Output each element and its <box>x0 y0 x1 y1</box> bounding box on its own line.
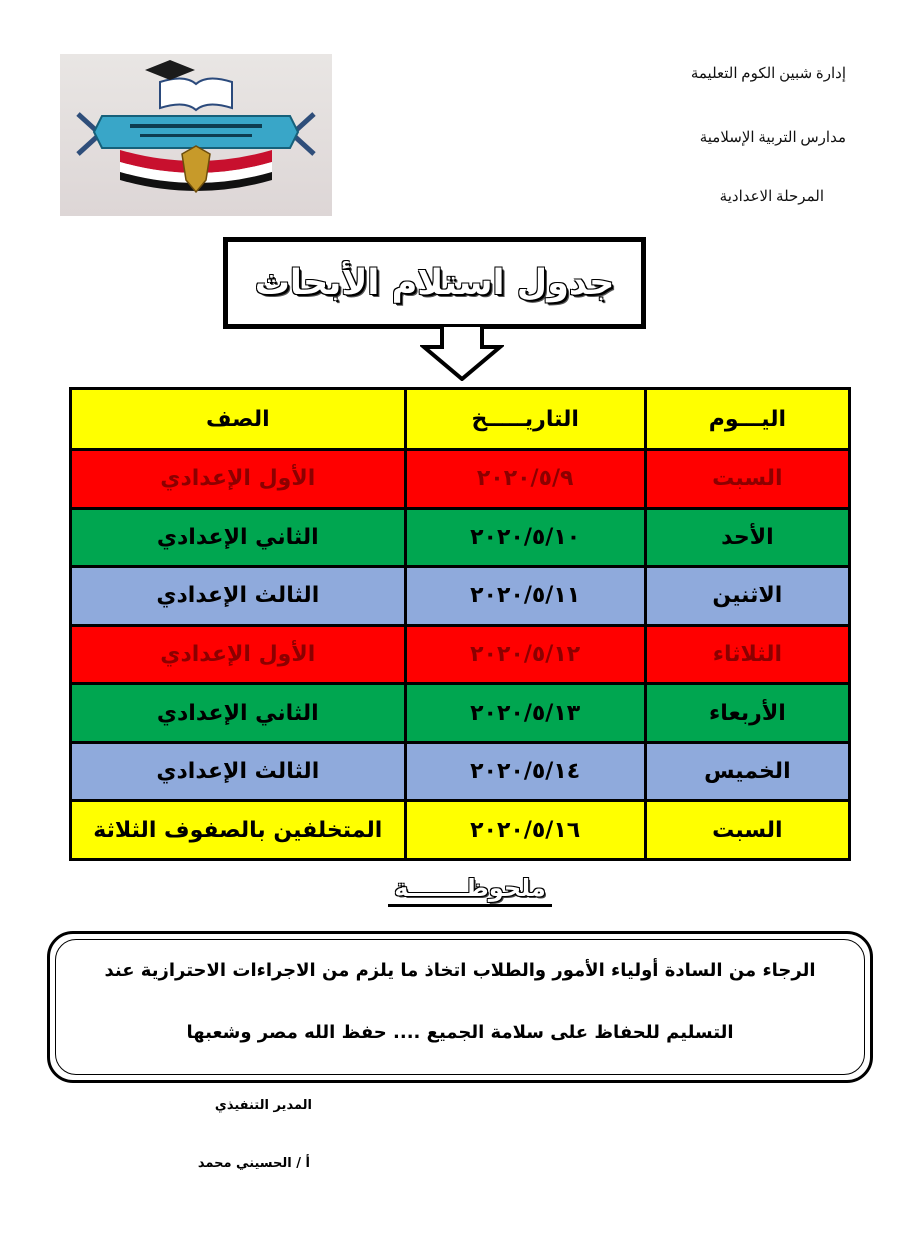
cell-day: السبت <box>645 450 849 509</box>
title-box <box>223 237 646 329</box>
table-row <box>71 625 850 684</box>
note-line-1: الرجاء من السادة أولياء الأمور والطلاب اتخاذ ما يلزم من الاجراءات الاحترازية عند <box>104 960 816 981</box>
stage-name: المرحلة الاعدادية <box>719 189 824 205</box>
cell-day: الاثنين <box>645 567 849 626</box>
note-line-2: التسليم للحفاظ على سلامة الجميع .... حفظ الله مصر وشعبها <box>186 1022 734 1043</box>
cell-class: الأول الإعدادي <box>71 450 406 509</box>
table-row <box>71 684 850 743</box>
cell-date: ٢٠٢٠/٥/١٤ <box>405 742 645 801</box>
cell-class: الثاني الإعدادي <box>71 684 406 743</box>
note-title: ملحوظـــــــة <box>380 874 560 907</box>
schedule-table <box>69 387 851 861</box>
page-title: جدول استلام الأبحاث <box>254 263 615 303</box>
header-date: التاريـــــخ <box>405 389 645 450</box>
cell-date: ٢٠٢٠/٥/٩ <box>405 450 645 509</box>
cell-class: الأول الإعدادي <box>71 625 406 684</box>
table-row <box>71 508 850 567</box>
down-arrow-icon <box>420 325 504 381</box>
cell-day: الثلاثاء <box>645 625 849 684</box>
cell-class: المتخلفين بالصفوف الثلاثة <box>71 801 406 860</box>
cell-date: ٢٠٢٠/٥/١٢ <box>405 625 645 684</box>
table-header-row <box>71 389 850 450</box>
cell-class: الثالث الإعدادي <box>71 742 406 801</box>
school-logo <box>60 54 332 216</box>
cell-date: ٢٠٢٠/٥/١١ <box>405 567 645 626</box>
cell-day: السبت <box>645 801 849 860</box>
header-class: الصف <box>71 389 406 450</box>
header-day: اليـــوم <box>645 389 849 450</box>
table-row <box>71 450 850 509</box>
cell-date: ٢٠٢٠/٥/١٠ <box>405 508 645 567</box>
note-box <box>47 931 873 1083</box>
cell-class: الثالث الإعدادي <box>71 567 406 626</box>
cell-day: الخميس <box>645 742 849 801</box>
administration-name: إدارة شبين الكوم التعليمة <box>690 66 846 82</box>
table-row <box>71 801 850 860</box>
signature-role: المدير التنفيذي <box>214 1098 312 1113</box>
cell-date: ٢٠٢٠/٥/١٣ <box>405 684 645 743</box>
logo-graphic <box>60 54 332 216</box>
cell-day: الأربعاء <box>645 684 849 743</box>
table-row <box>71 567 850 626</box>
cell-class: الثاني الإعدادي <box>71 508 406 567</box>
signature-name: أ / الحسيني محمد <box>197 1156 310 1171</box>
cell-date: ٢٠٢٠/٥/١٦ <box>405 801 645 860</box>
table-row <box>71 742 850 801</box>
cell-day: الأحد <box>645 508 849 567</box>
schools-name: مدارس التربية الإسلامية <box>699 130 846 146</box>
